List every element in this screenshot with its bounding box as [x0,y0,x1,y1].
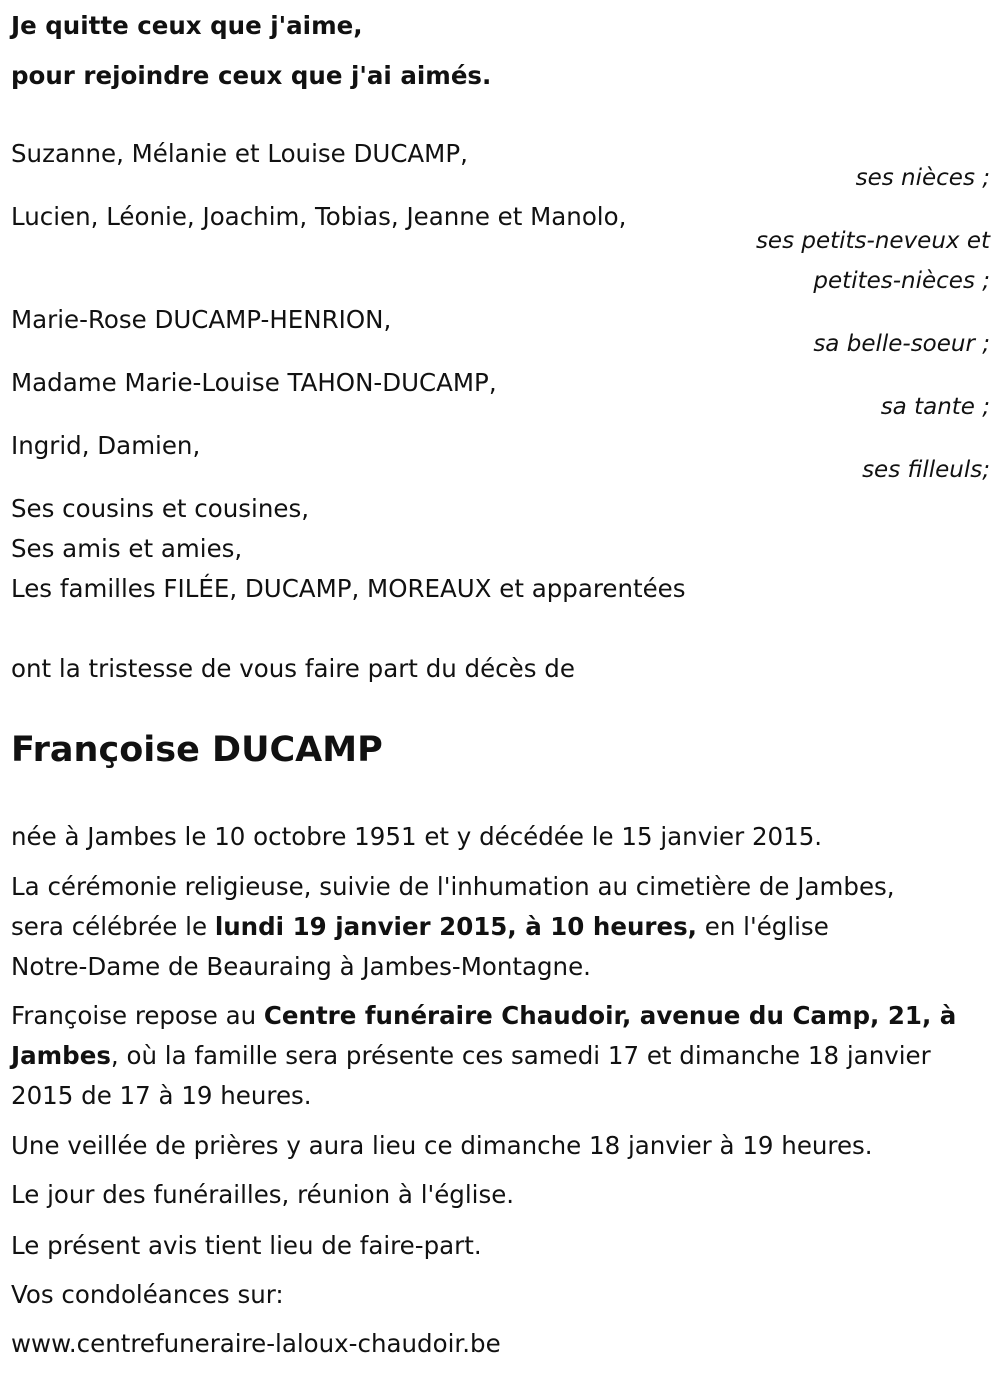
ceremony-line-2-pre: sera célébrée le [11,912,215,941]
relation-aunt: sa tante ; [880,394,990,420]
ceremony-line-2 [11,907,829,947]
ceremony-line-3: Notre-Dame de Beauraing à Jambes-Montagne. [11,952,591,981]
relative-names-grandnephews: Lucien, Léonie, Joachim, Tobias, Jeanne et Manolo, [11,202,627,231]
relative-names-nieces: Suzanne, Mélanie et Louise DUCAMP, [11,139,468,168]
others-families: Les familles FILÉE, DUCAMP, MOREAUX et apparentées [11,574,686,603]
relation-grandnephews-line-1: ses petits-neveux et [755,228,990,254]
deceased-name: Françoise DUCAMP [11,730,383,770]
condolences-url[interactable]: www.centrefuneraire-laloux-chaudoir.be [11,1329,501,1358]
epitaph-line-2: pour rejoindre ceux que j'ai aimés. [11,61,492,90]
relation-nieces: ses nièces ; [855,165,990,191]
repose-line-3: 2015 de 17 à 19 heures. [11,1081,312,1110]
vigil-line: Une veillée de prières y aura lieu ce dimanche 18 janvier à 19 heures. [11,1131,873,1160]
announcement: ont la tristesse de vous faire part du décès de [11,654,575,683]
repose-line-2-post: , où la famille sera présente ces samedi 17 et dimanche 18 janvier [110,1041,931,1070]
repose-line-1 [11,996,956,1036]
ceremony-date-time: lundi 19 janvier 2015, à 10 heures, [214,912,697,941]
funeral-day-line: Le jour des funérailles, réunion à l'église. [11,1180,515,1209]
repose-location: Centre funéraire Chaudoir, avenue du Camp, 21, à [263,1001,957,1030]
ceremony-line-2-post: en l'église [696,912,829,941]
relative-names-godchildren: Ingrid, Damien, [11,431,201,460]
relation-godchildren: ses filleuls; [862,457,990,483]
relative-names-sister-in-law: Marie-Rose DUCAMP-HENRION, [11,305,392,334]
relation-grandnephews-line-2: petites-nièces ; [813,268,990,294]
repose-line-1-pre: Françoise repose au [11,1001,264,1030]
epitaph-line-1: Je quitte ceux que j'aime, [11,11,363,40]
relative-names-aunt: Madame Marie-Louise TAHON-DUCAMP, [11,368,497,397]
ceremony-line-1: La cérémonie religieuse, suivie de l'inhumation au cimetière de Jambes, [11,872,895,901]
others-friends: Ses amis et amies, [11,534,243,563]
notice-line: Le présent avis tient lieu de faire-part. [11,1231,482,1260]
condolences-label: Vos condoléances sur: [11,1280,284,1309]
birth-death-line: née à Jambes le 10 octobre 1951 et y décédée le 15 janvier 2015. [11,822,823,851]
repose-location-town: Jambes [11,1041,111,1070]
relation-sister-in-law: sa belle-soeur ; [813,331,990,357]
repose-line-2 [11,1036,931,1076]
others-cousins: Ses cousins et cousines, [11,494,309,523]
